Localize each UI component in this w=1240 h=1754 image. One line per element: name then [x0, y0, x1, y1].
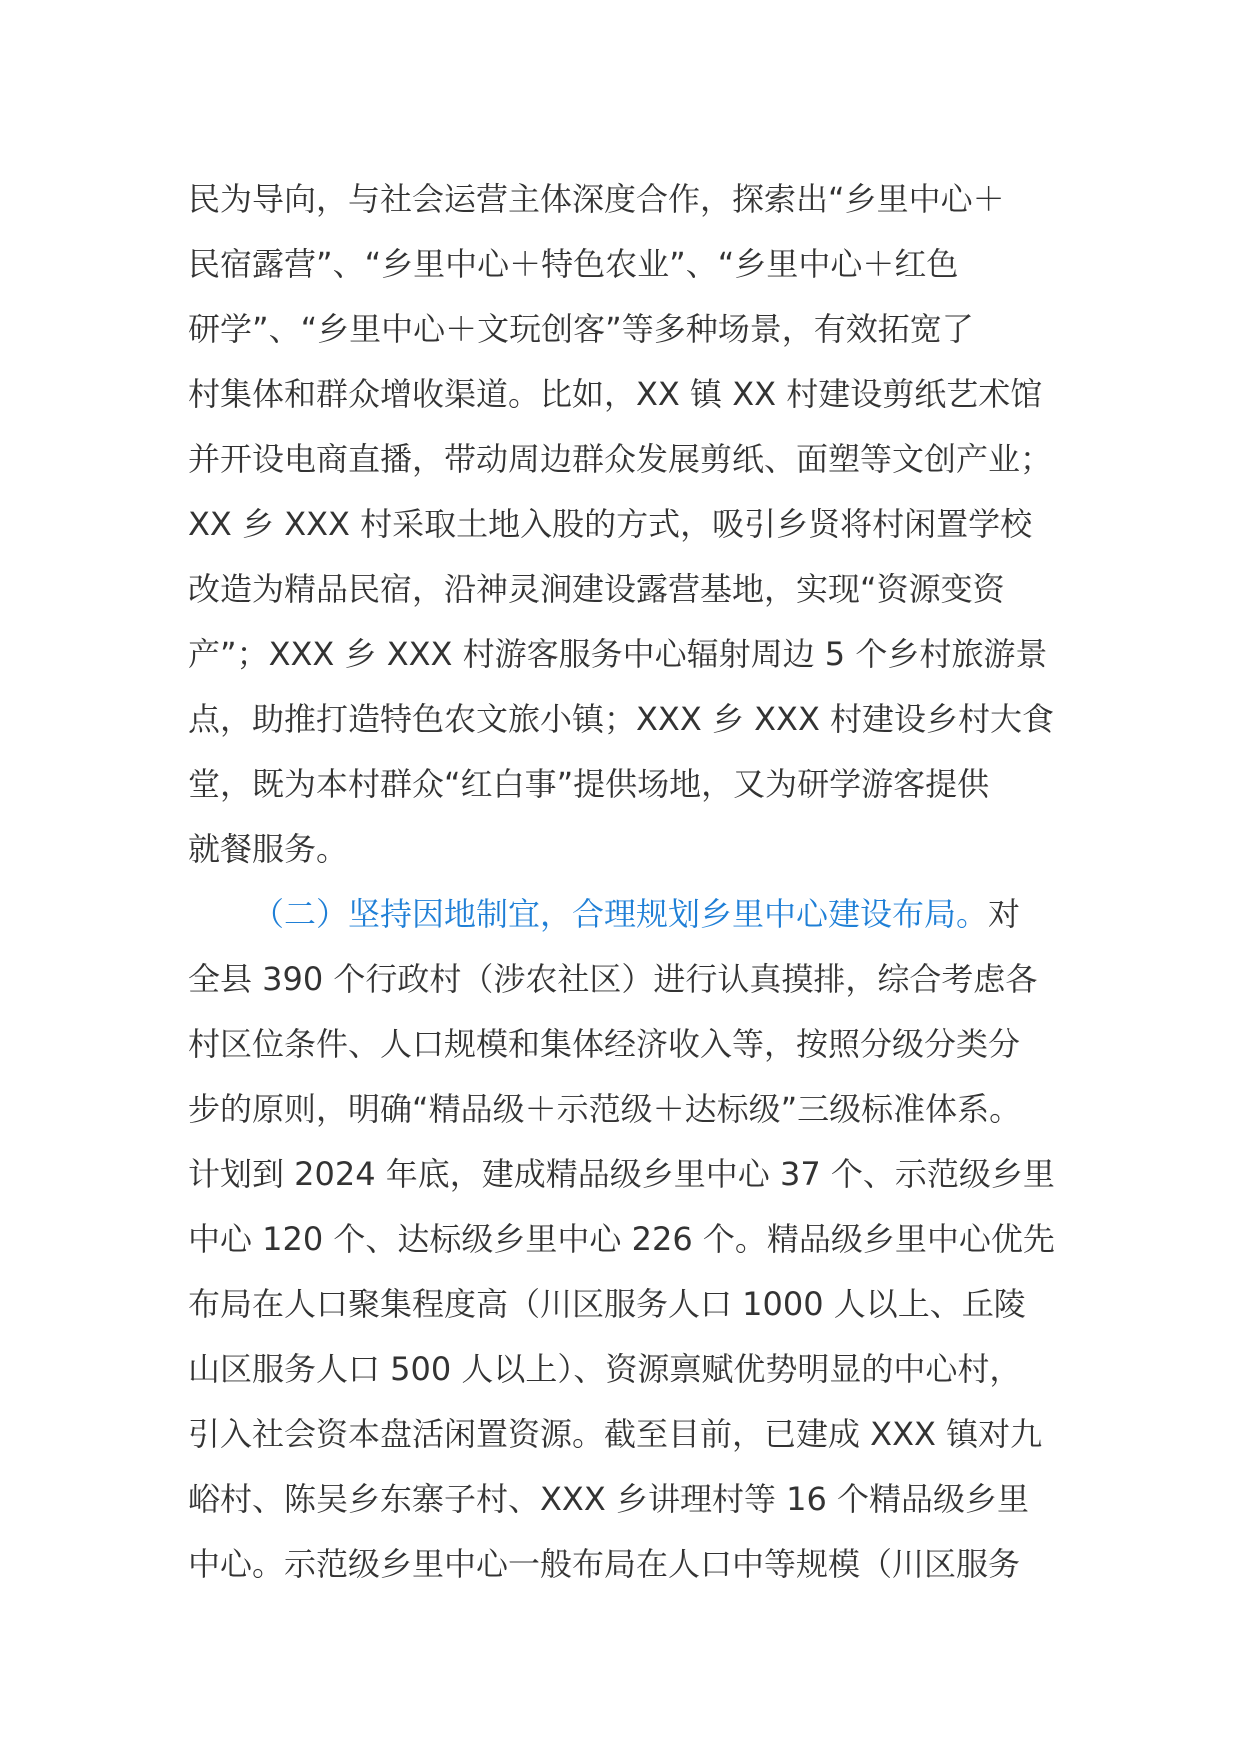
paragraph-line: 引入社会资本盘活闲置资源。截至目前，已建成 XXX 镇对九 — [188, 1415, 1043, 1453]
paragraph-line: 峪村、陈吴乡东寨子村、XXX 乡讲理村等 16 个精品级乡里 — [188, 1480, 1030, 1518]
paragraph-line: 民宿露营”、“乡里中心＋特色农业”、“乡里中心＋红色 — [188, 245, 959, 283]
paragraph-line: 就餐服务。 — [188, 830, 349, 868]
paragraph-line: 步的原则，明确“精品级＋示范级＋达标级”三级标准体系。 — [188, 1090, 1022, 1128]
section-heading: （二）坚持因地制宜，合理规划乡里中心建设布局。 — [252, 895, 989, 933]
paragraph-line: XX 乡 XXX 村采取土地入股的方式，吸引乡贤将村闲置学校 — [188, 505, 1033, 543]
paragraph-line: 中心。示范级乡里中心一般布局在人口中等规模（川区服务 — [188, 1545, 1021, 1583]
paragraph-line: 研学”、“乡里中心＋文玩创客”等多种场景，有效拓宽了 — [188, 310, 974, 348]
section-heading-line — [188, 882, 1063, 947]
paragraph-line: 村区位条件、人口规模和集体经济收入等，按照分级分类分 — [188, 1025, 1021, 1063]
paragraph-line: 计划到 2024 年底，建成精品级乡里中心 37 个、示范级乡里 — [188, 1155, 1055, 1193]
paragraph-line: 中心 120 个、达标级乡里中心 226 个。精品级乡里中心优先 — [188, 1220, 1055, 1258]
paragraph-2 — [188, 882, 1063, 1597]
heading-line-continuation: 对 — [988, 895, 1021, 933]
paragraph-line: 村集体和群众增收渠道。比如，XX 镇 XX 村建设剪纸艺术馆 — [188, 375, 1043, 413]
paragraph-line: 山区服务人口 500 人以上）、资源禀赋优势明显的中心村， — [188, 1350, 1022, 1388]
paragraph-line: 改造为精品民宿，沿神灵涧建设露营基地，实现“资源变资 — [188, 570, 1005, 608]
paragraph-line: 全县 390 个行政村（涉农社区）进行认真摸排，综合考虑各 — [188, 960, 1038, 998]
paragraph-line: 点，助推打造特色农文旅小镇；XXX 乡 XXX 村建设乡村大食 — [188, 700, 1055, 738]
paragraph-line: 产”；XXX 乡 XXX 村游客服务中心辐射周边 5 个乡村旅游景 — [188, 635, 1048, 673]
paragraph-line: 并开设电商直播，带动周边群众发展剪纸、面塑等文创产业； — [188, 440, 1053, 478]
document-body — [188, 167, 1063, 1597]
paragraph-line: 堂，既为本村群众“红白事”提供场地，又为研学游客提供 — [188, 765, 990, 803]
paragraph-1 — [188, 167, 1063, 882]
paragraph-line: 布局在人口聚集程度高（川区服务人口 1000 人以上、丘陵 — [188, 1285, 1026, 1323]
paragraph-line: 民为导向，与社会运营主体深度合作，探索出“乡里中心＋ — [188, 180, 1005, 218]
